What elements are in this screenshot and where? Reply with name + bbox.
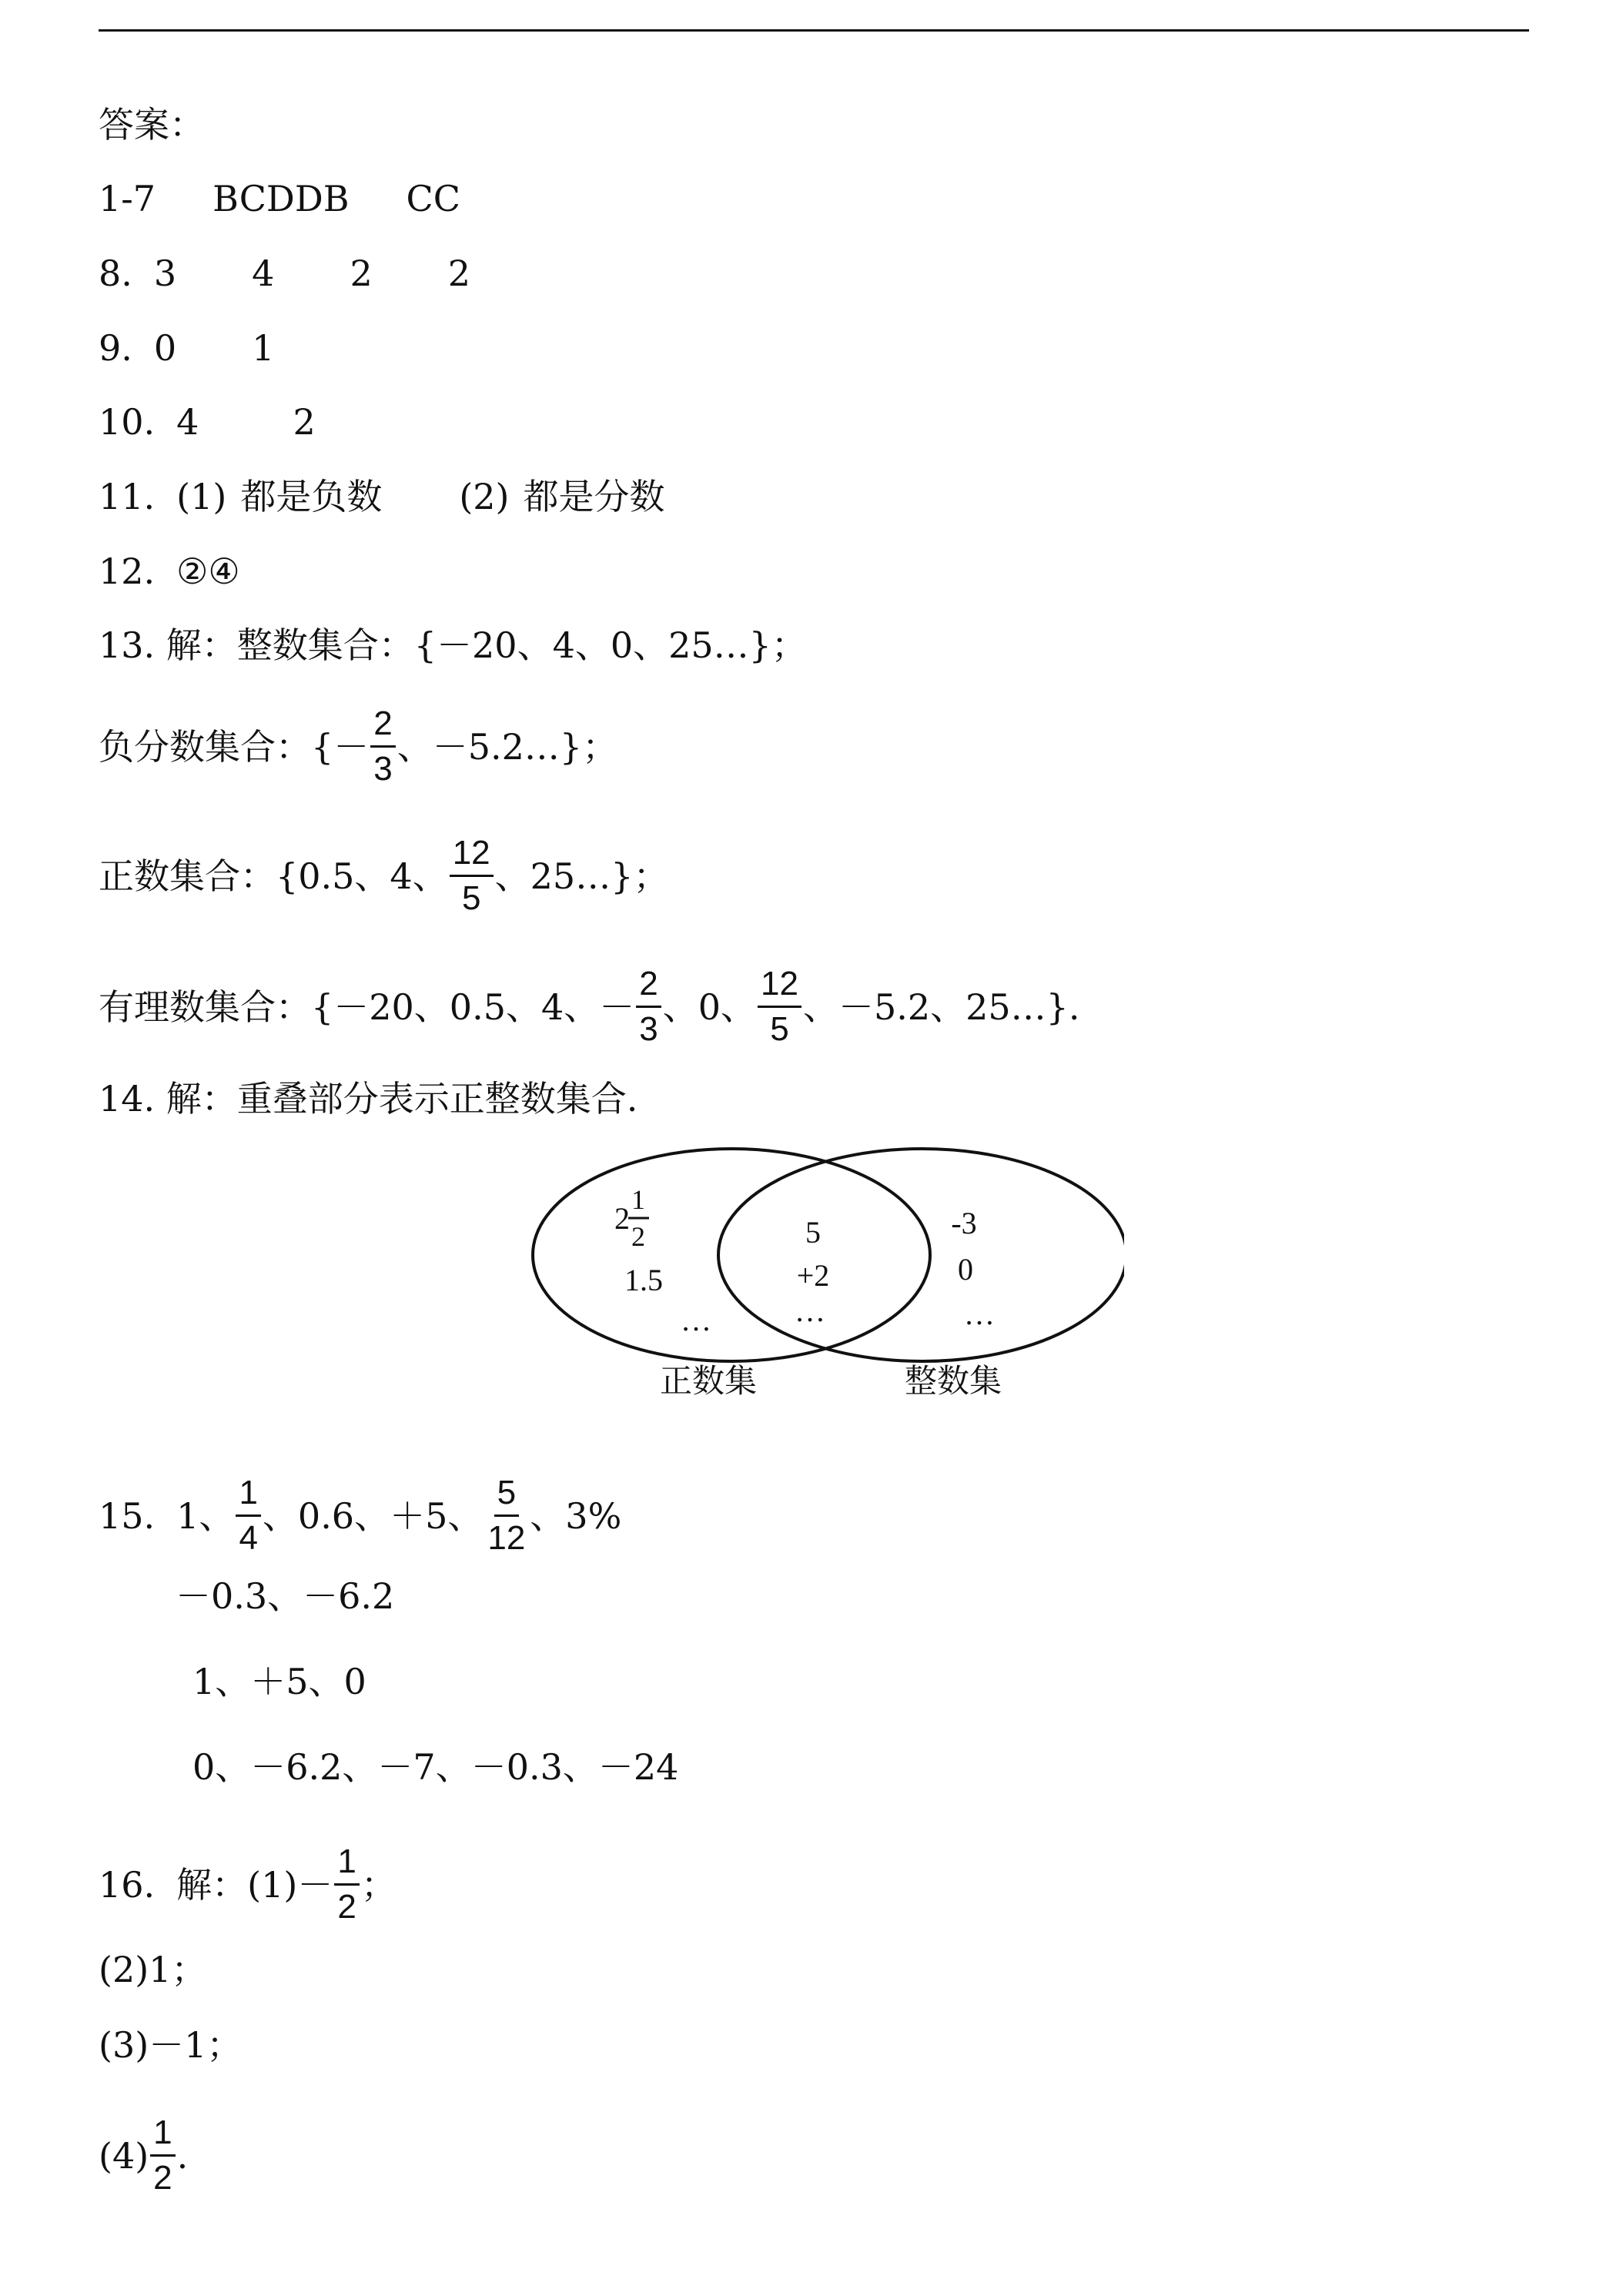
right-dots: …	[964, 1297, 995, 1331]
answer-q10	[99, 399, 316, 445]
rat-suffix: 、－5.2、25…}.	[802, 986, 1080, 1028]
fraction-denominator: 4	[239, 1519, 258, 1557]
left-item-1-5: 1.5	[624, 1263, 663, 1297]
left-mixed-whole: 2	[614, 1201, 630, 1236]
venn-diagram	[508, 1147, 1124, 1417]
answer-q16-part4	[99, 2116, 188, 2195]
answer-q8	[99, 250, 470, 296]
answer-q1-7	[99, 176, 460, 222]
center-dots: …	[795, 1294, 825, 1328]
fraction-denominator: 2	[337, 1888, 356, 1926]
fraction-denominator: 3	[373, 750, 393, 788]
fraction-12-5	[758, 967, 801, 1046]
fraction-numerator: 1	[150, 2116, 175, 2157]
q11-text2: 都是分数	[523, 476, 665, 517]
q10-v2: 2	[293, 401, 316, 443]
q9-label: 9.	[99, 327, 132, 369]
fraction-2-3	[636, 967, 661, 1046]
answer-q11	[99, 474, 665, 520]
q11-text1: 都是负数	[240, 476, 383, 517]
fraction-denominator: 5	[461, 879, 481, 917]
answer-q14: 14. 解：重叠部分表示正整数集合.	[99, 1078, 638, 1120]
fraction-denominator: 2	[153, 2159, 172, 2197]
neg-frac-prefix: 负分数集合：{－	[99, 725, 370, 768]
fraction-numerator: 12	[758, 967, 801, 1008]
integer-set-ellipse	[718, 1149, 1124, 1361]
integer-set-label: 整数集	[904, 1362, 1002, 1400]
q11-part2: (2)	[459, 476, 510, 517]
answer-q13-rational	[99, 967, 1080, 1046]
fraction-numerator: 5	[494, 1476, 519, 1517]
answers-title: 答案：	[99, 104, 205, 146]
q1-7-answer-b: CC	[406, 178, 460, 219]
fraction-denominator: 12	[487, 1519, 526, 1557]
q9-v1: 0	[153, 327, 177, 369]
q8-v1: 3	[153, 253, 177, 294]
answer-q16-part3: (3)－1；	[99, 2024, 243, 2066]
q1-7-answer-a: BCDDB	[212, 178, 350, 219]
fraction-numerator: 1	[334, 1845, 359, 1886]
fraction-12-5	[450, 836, 494, 915]
q15-l1-suffix: 、3%	[530, 1494, 622, 1537]
center-item-5: 5	[805, 1215, 821, 1250]
q8-v2: 4	[252, 253, 275, 294]
answer-q16-part1	[99, 1842, 397, 1926]
fraction-numerator: 1	[236, 1476, 260, 1517]
left-mixed-num: 1	[631, 1184, 645, 1215]
answer-q13-positive	[99, 836, 668, 915]
q15-label: 15.	[99, 1494, 156, 1537]
center-item-plus2: +2	[796, 1258, 830, 1293]
answer-q16-part2: (2)1；	[99, 1949, 207, 1990]
right-item-minus3: -3	[951, 1206, 977, 1240]
positive-set-label: 正数集	[659, 1362, 758, 1400]
q1-7-label: 1-7	[99, 178, 156, 219]
pos-prefix: 正数集合：{0.5、4、	[99, 855, 448, 897]
answer-q15-positive	[99, 1476, 621, 1555]
q16-l4-prefix: (4)	[99, 2134, 149, 2177]
q12-value: ②④	[176, 551, 240, 592]
fraction-1-2	[334, 1842, 359, 1926]
rat-prefix: 有理数集合：{－20、0.5、4、－	[99, 986, 635, 1028]
answer-q15-negative: －0.3、－6.2	[176, 1575, 395, 1617]
answer-q15-nonpositive: 0、－6.2、－7、－0.3、－24	[192, 1746, 679, 1788]
answer-q9	[99, 325, 274, 371]
positive-set-ellipse	[533, 1149, 930, 1361]
q8-label: 8.	[99, 253, 132, 294]
q8-v4: 2	[447, 253, 471, 294]
answer-q13-integers: 13. 解：整数集合：{－20、4、0、25…}；	[99, 624, 807, 666]
q12-label: 12.	[99, 551, 156, 592]
answer-q13-negative-fractions	[99, 707, 617, 786]
q15-l1-mid: 、0.6、＋5、	[262, 1494, 484, 1537]
pos-suffix: 、25…}；	[494, 855, 669, 897]
rat-mid: 、0、	[662, 986, 756, 1028]
q16-l1-prefix: 解：(1)－	[176, 1863, 333, 1906]
fraction-numerator: 12	[450, 836, 494, 877]
q16-label: 16.	[99, 1863, 156, 1906]
neg-frac-suffix: 、－5.2…}；	[397, 725, 618, 768]
q16-l4-suffix: .	[176, 2134, 189, 2177]
top-rule	[99, 29, 1529, 32]
fraction-denominator: 3	[639, 1010, 658, 1048]
q15-l1-prefix: 1、	[176, 1494, 235, 1537]
right-item-0: 0	[958, 1252, 973, 1287]
fraction-numerator: 2	[636, 967, 661, 1008]
fraction-numerator: 2	[370, 707, 395, 748]
q11-part1: (1)	[176, 476, 227, 517]
answer-q15-integers: 1、＋5、0	[192, 1661, 366, 1702]
fraction-1-2	[150, 2116, 175, 2195]
q10-label: 10.	[99, 401, 156, 443]
fraction-1-4	[236, 1476, 260, 1555]
q11-label: 11.	[99, 476, 156, 517]
left-mixed-den: 2	[631, 1221, 645, 1252]
left-dots: …	[681, 1303, 711, 1337]
q9-v2: 1	[252, 327, 275, 369]
fraction-2-3	[370, 707, 395, 786]
answer-q12	[99, 548, 240, 594]
fraction-5-12	[484, 1476, 528, 1555]
q8-v3: 2	[350, 253, 373, 294]
fraction-denominator: 5	[770, 1010, 789, 1048]
q16-l1-suffix: ；	[360, 1863, 397, 1906]
q10-v1: 4	[176, 401, 199, 443]
